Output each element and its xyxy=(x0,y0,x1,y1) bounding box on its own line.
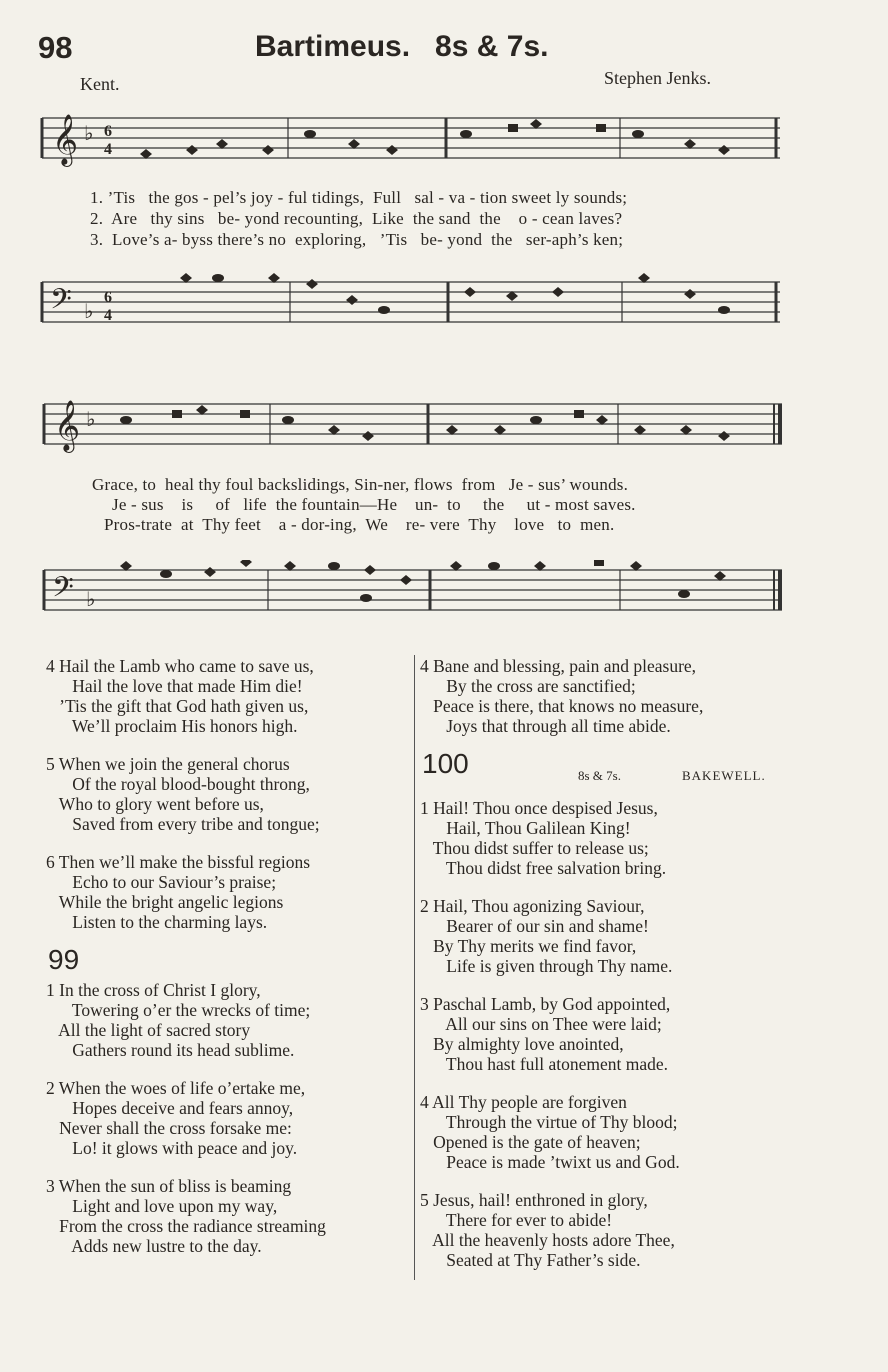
hymn-100-meter: 8s & 7s. xyxy=(578,768,621,783)
stanza-line: Who to glory went before us, xyxy=(46,794,264,814)
hymn-100-header xyxy=(420,748,790,790)
composer-name: Stephen Jenks. xyxy=(604,68,711,88)
stanza-line: Life is given through Thy name. xyxy=(420,956,673,976)
verse-line-2: 2. Are thy sins be- yond recounting, Like the sand the o - cean laves? xyxy=(90,209,623,228)
stanza-line: We’ll proclaim His honors high. xyxy=(46,716,298,736)
stanza-line: Echo to our Saviour’s praise; xyxy=(46,872,277,892)
stanza-line: 1 In the cross of Christ I glory, xyxy=(46,980,261,1000)
hymn-title: Bartimeus. 8s & 7s. xyxy=(255,30,549,63)
stanza-line: By Thy merits we find favor, xyxy=(420,936,637,956)
stanza-line: Bearer of our sin and shame! xyxy=(420,916,649,936)
hymn99-stanza-3 xyxy=(46,1176,408,1256)
svg-text:4: 4 xyxy=(104,141,112,158)
svg-text:♭: ♭ xyxy=(86,589,96,611)
refrain-line-3: Pros-trate at Thy feet a - dor-ing, We re- vere Thy love to men. xyxy=(104,515,615,534)
stanza-line: There for ever to abide! xyxy=(420,1210,613,1230)
stanza-line: Light and love upon my way, xyxy=(46,1196,278,1216)
hymn100-stanza-5 xyxy=(420,1190,790,1270)
hymn99-stanza-4 xyxy=(420,656,790,736)
svg-text:𝄞: 𝄞 xyxy=(54,401,81,450)
stanza-line: Thou didst free salvation bring. xyxy=(420,858,667,878)
stanza-line: Joys that through all time abide. xyxy=(420,716,671,736)
stanza-line: Of the royal blood-bought throng, xyxy=(46,774,310,794)
refrain-line-2: Je - sus is of life the fountain—He un- to the ut - most saves. xyxy=(112,495,636,514)
right-column xyxy=(420,656,790,1288)
stanza-line: By the cross are sanctified; xyxy=(420,676,636,696)
stanza-line: 4 Bane and blessing, pain and pleasure, xyxy=(420,656,697,676)
svg-text:♭: ♭ xyxy=(84,123,94,145)
hymn100-stanza-4 xyxy=(420,1092,790,1172)
verse-line-3: 3. Love’s a- byss there’s no exploring, ’Tis be- yond the ser-aph’s ken; xyxy=(90,230,624,249)
treble-staff-system1 xyxy=(0,110,888,170)
svg-text:6: 6 xyxy=(104,289,112,306)
stanza-line: All the heavenly hosts adore Thee, xyxy=(420,1230,675,1250)
stanza-line: Never shall the cross forsake me: xyxy=(46,1118,292,1138)
left-column xyxy=(46,656,408,1274)
hymn100-stanza-2 xyxy=(420,896,790,976)
svg-text:♭: ♭ xyxy=(84,301,94,323)
stanza-line: All our sins on Thee were laid; xyxy=(420,1014,662,1034)
hymn-99-number: 99 xyxy=(48,944,80,975)
hymn99-stanza-1 xyxy=(46,980,408,1060)
hymn-100-number: 100 xyxy=(422,748,469,779)
stanza-line: Hail, Thou Galilean King! xyxy=(420,818,631,838)
stanza-line: While the bright angelic legions xyxy=(46,892,284,912)
bass-staff-system2 xyxy=(0,560,888,620)
stanza-line: Thou didst suffer to release us; xyxy=(420,838,649,858)
stanza-line: Gathers round its head sublime. xyxy=(46,1040,295,1060)
hymn98-stanza-6 xyxy=(46,852,408,932)
stanza-line: 4 Hail the Lamb who came to save us, xyxy=(46,656,314,676)
treble-staff-system2 xyxy=(0,396,888,456)
page-number: 98 xyxy=(38,30,73,65)
hymn100-stanza-1 xyxy=(420,798,790,878)
stanza-line: Listen to the charming lays. xyxy=(46,912,268,932)
stanza-line: Hail the love that made Him die! xyxy=(46,676,303,696)
stanza-line: Peace is there, that knows no measure, xyxy=(420,696,704,716)
svg-text:♭: ♭ xyxy=(86,409,96,431)
stanza-line: Saved from every tribe and tongue; xyxy=(46,814,320,834)
stanza-line: 2 When the woes of life o’ertake me, xyxy=(46,1078,306,1098)
hymn98-stanza-5 xyxy=(46,754,408,834)
hymn-100-tune: BAKEWELL. xyxy=(682,768,766,783)
stanza-line: Adds new lustre to the day. xyxy=(46,1236,262,1256)
bass-staff-system1 xyxy=(0,272,888,332)
stanza-line: From the cross the radiance streaming xyxy=(46,1216,326,1236)
column-divider xyxy=(414,655,415,1280)
stanza-line: Lo! it glows with peace and joy. xyxy=(46,1138,298,1158)
stanza-line: 5 When we join the general chorus xyxy=(46,754,290,774)
stanza-line: Thou hast full atonement made. xyxy=(420,1054,669,1074)
svg-text:4: 4 xyxy=(104,307,112,324)
stanza-line: Peace is made ’twixt us and God. xyxy=(420,1152,680,1172)
tune-attribution-left: Kent. xyxy=(80,74,120,94)
svg-text:𝄞: 𝄞 xyxy=(52,115,79,164)
verse-line-1: 1. ’Tis the gos - pel’s joy - ful tidings, Full sal - va - tion sweet ly sounds; xyxy=(90,188,628,207)
hymn100-stanza-3 xyxy=(420,994,790,1074)
svg-text:𝄢: 𝄢 xyxy=(52,573,74,610)
stanza-line: All the light of sacred story xyxy=(46,1020,251,1040)
refrain-line-1: Grace, to heal thy foul backslidings, Sin-ner, flows from Je - sus’ wounds. xyxy=(92,475,629,494)
stanza-line: Hopes deceive and fears annoy, xyxy=(46,1098,294,1118)
stanza-line: 2 Hail, Thou agonizing Saviour, xyxy=(420,896,645,916)
hymn99-stanza-2 xyxy=(46,1078,408,1158)
hymn98-stanza-4 xyxy=(46,656,408,736)
stanza-line: Through the virtue of Thy blood; xyxy=(420,1112,678,1132)
stanza-line: By almighty love anointed, xyxy=(420,1034,624,1054)
stanza-line: 1 Hail! Thou once despised Jesus, xyxy=(420,798,658,818)
stanza-line: Towering o’er the wrecks of time; xyxy=(46,1000,311,1020)
stanza-line: 4 All Thy people are forgiven xyxy=(420,1092,627,1112)
stanza-line: ’Tis the gift that God hath given us, xyxy=(46,696,309,716)
svg-text:𝄢: 𝄢 xyxy=(50,285,72,322)
stanza-line: 6 Then we’ll make the bissful regions xyxy=(46,852,311,872)
stanza-line: 3 When the sun of bliss is beaming xyxy=(46,1176,292,1196)
stanza-line: 5 Jesus, hail! enthroned in glory, xyxy=(420,1190,648,1210)
svg-text:6: 6 xyxy=(104,123,112,140)
stanza-line: 3 Paschal Lamb, by God appointed, xyxy=(420,994,671,1014)
stanza-line: Opened is the gate of heaven; xyxy=(420,1132,641,1152)
stanza-line: Seated at Thy Father’s side. xyxy=(420,1250,641,1270)
